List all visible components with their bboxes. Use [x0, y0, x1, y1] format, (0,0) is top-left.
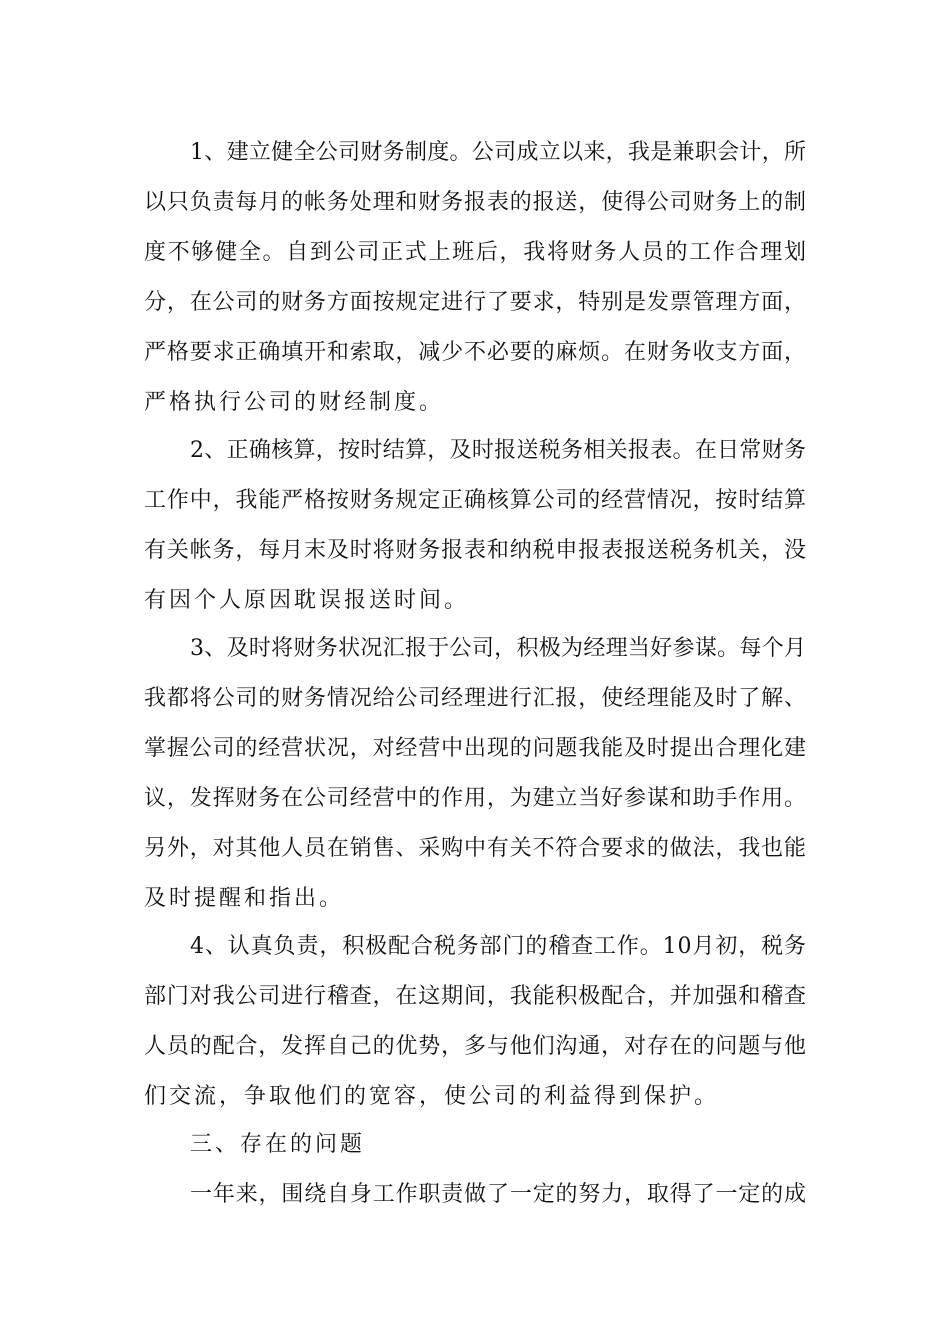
paragraph-line [0, 824, 950, 874]
line-text: 分，在公司的财务方面按规定进行了要求，特别是发票管理方面， [144, 290, 807, 315]
paragraph-line [0, 1022, 950, 1072]
line-text: 部门对我公司进行稽查，在这期间，我能积极配合，并加强和稽查 [144, 984, 807, 1009]
paragraph-line [0, 178, 950, 228]
paragraph-line [0, 922, 950, 972]
paragraph-line [0, 576, 950, 626]
line-text: 议，发挥财务在公司经营中的作用，为建立当好参谋和助手作用。 [144, 786, 807, 811]
paragraph-line [0, 228, 950, 278]
paragraph-line [0, 378, 950, 428]
line-text: 我都将公司的财务情况给公司经理进行汇报，使经理能及时了解、 [144, 686, 807, 711]
line-text: 工作中，我能严格按财务规定正确核算公司的经营情况，按时结算 [144, 488, 807, 513]
line-text: 另外，对其他人员在销售、采购中有关不符合要求的做法，我也能 [144, 836, 807, 861]
line-text: 掌握公司的经营状况，对经营中出现的问题我能及时提出合理化建 [144, 736, 807, 761]
line-text: 1、建立健全公司财务制度。公司成立以来，我是兼职会计，所 [190, 140, 807, 165]
paragraph-line [0, 624, 950, 674]
line-text: 及时提醒和指出。 [144, 886, 345, 911]
line-text: 严格要求正确填开和索取，减少不必要的麻烦。在财务收支方面， [144, 340, 807, 365]
line-text: 们交流，争取他们的宽容，使公司的利益得到保护。 [144, 1084, 720, 1109]
paragraph-line [0, 526, 950, 576]
paragraph-line [0, 128, 950, 178]
paragraph-line [0, 278, 950, 328]
line-text: 度不够健全。自到公司正式上班后，我将财务人员的工作合理划 [144, 240, 808, 265]
paragraph-line [0, 674, 950, 724]
paragraph-line [0, 724, 950, 774]
paragraph-line [0, 1170, 950, 1220]
line-text: 人员的配合，发挥自己的优势，多与他们沟通，对存在的问题与他 [144, 1034, 807, 1059]
section-heading [0, 1120, 950, 1170]
section-heading-text: 三、存在的问题 [190, 1132, 366, 1157]
line-text: 一年来，围绕自身工作职责做了一定的努力，取得了一定的成 [190, 1182, 807, 1207]
paragraph-line [0, 874, 950, 924]
paragraph-line [0, 972, 950, 1022]
paragraph-line [0, 1072, 950, 1122]
paragraph-line [0, 426, 950, 476]
line-text: 有因个人原因耽误报送时间。 [144, 588, 470, 613]
line-text: 4、认真负责，积极配合税务部门的稽查工作。10月初，税务 [190, 934, 807, 959]
line-text: 严格执行公司的财经制度。 [144, 390, 445, 415]
line-text: 有关帐务，每月末及时将财务报表和纳税申报表报送税务机关，没 [144, 538, 807, 563]
paragraph-line [0, 774, 950, 824]
paragraph-line [0, 476, 950, 526]
paragraph-line [0, 328, 950, 378]
line-text: 以只负责每月的帐务处理和财务报表的报送，使得公司财务上的制 [144, 190, 807, 215]
line-text: 3、及时将财务状况汇报于公司，积极为经理当好参谋。每个月 [190, 636, 807, 661]
line-text: 2、正确核算，按时结算，及时报送税务相关报表。在日常财务 [190, 438, 807, 463]
